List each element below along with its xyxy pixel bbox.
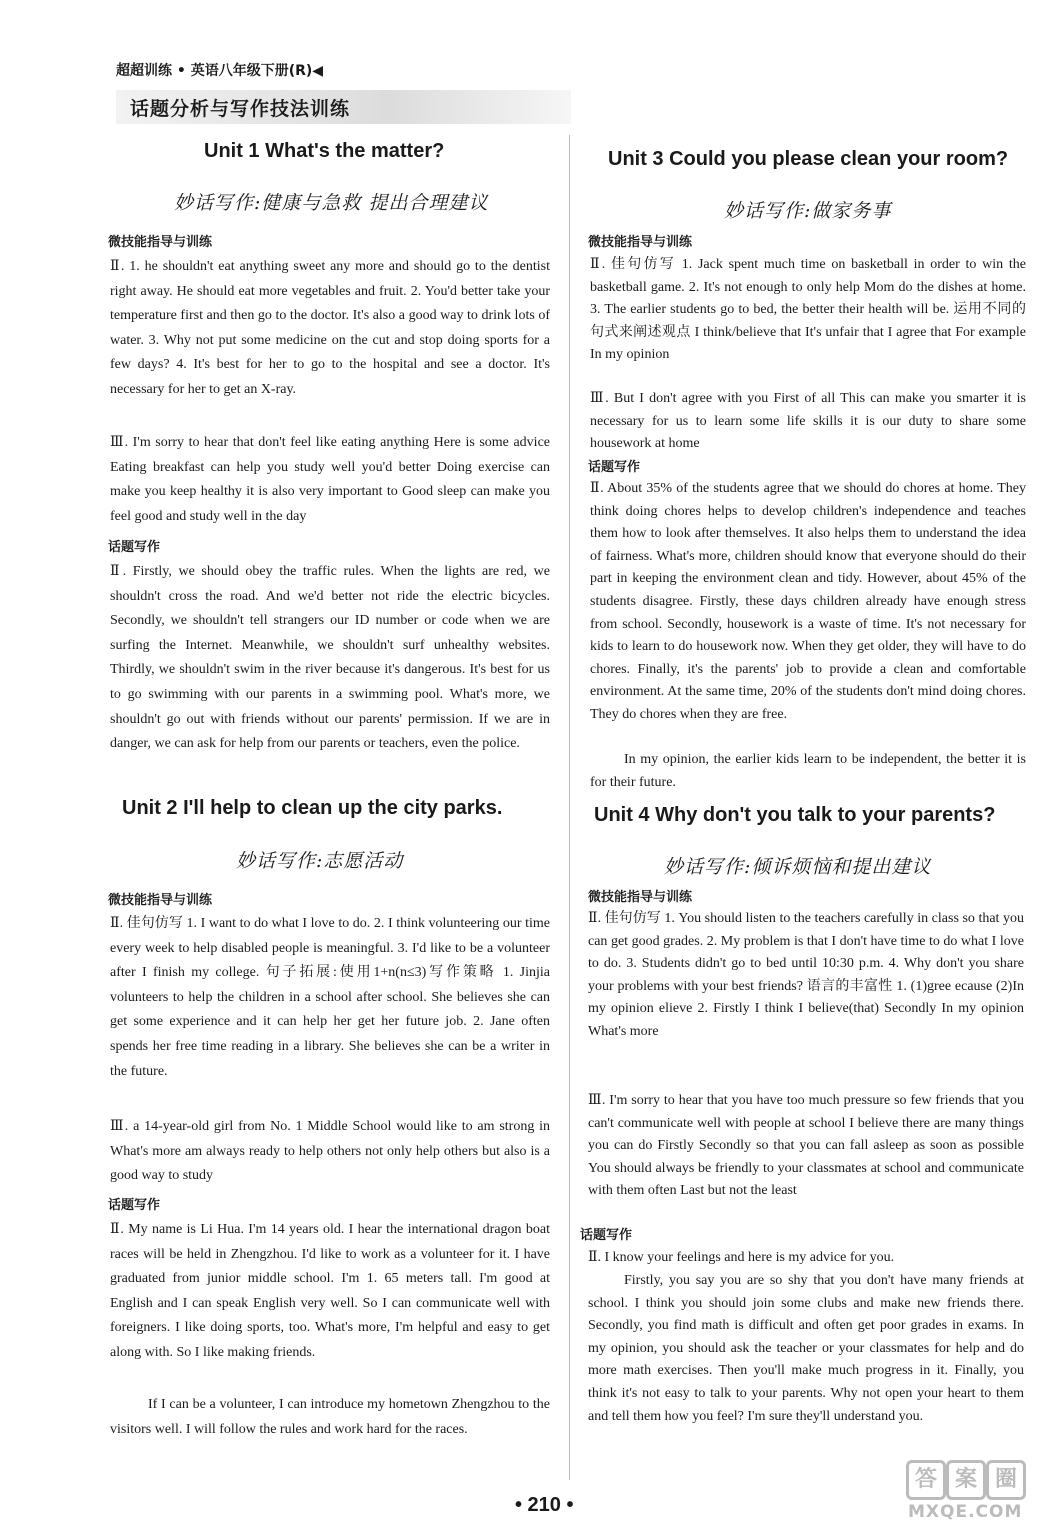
- unit1-subtitle: 妙话写作:健康与急救 提出合理建议: [174, 192, 489, 214]
- unit1-title: Unit 1 What's the matter?: [204, 140, 445, 162]
- watermark-char-2: 案: [946, 1460, 986, 1500]
- unit2-essay-p2: If I can be a volunteer, I can introduce my hometown Zhengzhou to the visitors well. I will follow the rules and work hard for the races.: [110, 1397, 550, 1437]
- unit1-writing-heading: 话题写作: [108, 540, 161, 555]
- unit2-subtitle: 妙话写作:志愿活动: [236, 850, 404, 872]
- unit4-exercise-3: Ⅲ. I'm sorry to hear that you have too much pressure so few friends that you can't communicate well with people at school I believe there are many things you can do Firstly Secondly so that you can fall asleep as soon as possible You should always be friendly to your classmates at school and communicate with them often Last but not the least: [588, 1093, 1024, 1199]
- unit3-exercise-3: Ⅲ. But I don't agree with you First of all This can make you smarter it is necessary for us to learn some life skills it is our duty to share some housework at home: [590, 391, 1026, 452]
- unit1-essay: Ⅱ. Firstly, we should obey the traffic rules. When the lights are red, we shouldn't cross the road. And we'd better not ride the electric bicycles. Secondly, we shouldn't tell strangers our ID number or code when we are surfing the Internet. Meanwhile, we shouldn't surf unhealthy websites. Thirdly, we shouldn't swim in the river because it's dangerous. It's best for us to go swimming with our parents in a swimming pool. What's more, we shouldn't go out with friends without our parents' permission. If we are in danger, we can ask for help from our parents or teachers, even the police.: [110, 564, 550, 752]
- unit4-subtitle: 妙话写作:倾诉烦恼和提出建议: [664, 856, 932, 878]
- unit4-essay-intro: Ⅱ. I know your feelings and here is my advice for you.: [588, 1250, 895, 1265]
- unit2-exercise-3: Ⅲ. a 14-year-old girl from No. 1 Middle School would like to am strong in What's more am always ready to help others not only help others but also is a good way to study: [110, 1119, 550, 1184]
- unit2-writing-heading: 话题写作: [108, 1198, 161, 1213]
- unit1-exercise-2: Ⅱ. 1. he shouldn't eat anything sweet any more and should go to the dentist right away. He should eat more vegetables and fruit. 2. You'd better take your temperature first and then go to the doctor. It's also a good way to drink lots of water. 3. Why not put some medicine on the cut and stop doing sports for a few days? 4. It's best for her to go to the hospital and see a doctor. It's necessary for her to get an X-ray.: [110, 259, 550, 397]
- running-title: 超超训练 • 英语八年级下册(R)◀: [116, 63, 324, 79]
- unit2-title: Unit 2 I'll help to clean up the city parks.: [122, 797, 503, 819]
- unit3-subtitle: 妙话写作:做家务事: [724, 200, 892, 222]
- watermark-url: MXQE.COM: [908, 1502, 1023, 1522]
- watermark-char-3: 圈: [986, 1460, 1026, 1500]
- unit3-essay-p2: In my opinion, the earlier kids learn to be independent, the better it is for their future.: [590, 752, 1026, 790]
- banner-title: 话题分析与写作技法训练: [130, 98, 351, 120]
- unit4-title: Unit 4 Why don't you talk to your parents?: [594, 804, 996, 826]
- unit2-essay-p1: Ⅱ. My name is Li Hua. I'm 14 years old. I hear the international dragon boat races will be held in Zhengzhou. I'd like to work as a volunteer for it. I have graduated from junior middle school. I'm 1. 65 meters tall. I'm good at English and I can speak English very well. So I can communicate well with foreigners. I like doing sports, too. What's more, I'm helpful and easy to get along with. So I like making friends.: [110, 1222, 550, 1360]
- unit3-title: Unit 3 Could you please clean your room?: [608, 148, 1009, 170]
- unit2-exercise-2: Ⅱ. 佳句仿写 1. I want to do what I love to do. 2. I think volunteering our time every week to help disabled people is meaningful. 3. I'd like to be a volunteer after I finish my college. 句子拓展:使用1+n(n≤3)写作策略 1. Jinjia volunteers to help the children in a school after school. She believes she can get some experience and it can help her get her future job. 2. Jane often spends her free time reading in a library. She believes she can be a writer in the future.: [110, 916, 550, 1079]
- column-divider: [569, 135, 570, 1480]
- unit3-essay-p1: Ⅱ. About 35% of the students agree that we should do chores at home. They think doing chores helps to develop children's independence and teaches them how to look after themselves. It also helps them to understand the idea of fairness. What's more, children should know that everyone should do their part in keeping the environment clean and tidy. However, about 45% of the students disagree. Firstly, these days children already have enough stress from school. Secondly, housework is a waste of time. It's not necessary for kids to learn to do housework now. When they get older, they will have to do chores. Finally, it's the parents' job to provide a clean and comfortable environment. At the same time, 20% of the students don't mind doing chores. They do chores when they are free.: [590, 481, 1026, 722]
- page-number: • 210 •: [515, 1494, 574, 1516]
- unit1-skill-heading: 微技能指导与训练: [108, 235, 213, 250]
- unit3-skill-heading: 微技能指导与训练: [588, 235, 693, 250]
- unit4-essay-p1: Firstly, you say you are so shy that you don't have many friends at school. I think you should join some clubs and make new friends there. Secondly, you find math is difficult and often get poor grades in exams. In my opinion, you should ask the teacher or your classmates for help and do more math exercises. Then you'll make much progress in it. Finally, you think it's not easy to talk to your parents. Why not open your heart to them and tell them how you feel? I'm sure they'll understand you.: [588, 1273, 1024, 1424]
- unit4-exercise-2: Ⅱ. 佳句仿写 1. You should listen to the teachers carefully in class so that you can get good grades. 2. My problem is that I don't have time to do what I love to do. 3. Students didn't go to bed until 10:30 p.m. 4. Why don't you share your problems with your best friends? 语言的丰富性 1. (1)gree ecause (2)In my opinion elieve 2. Firstly I think I believe(that) Secondly In my opinion What's more: [588, 911, 1024, 1039]
- unit4-skill-heading: 微技能指导与训练: [588, 890, 693, 905]
- section-banner: [116, 90, 571, 124]
- unit2-skill-heading: 微技能指导与训练: [108, 893, 213, 908]
- unit1-exercise-3: Ⅲ. I'm sorry to hear that don't feel like eating anything Here is some advice Eating breakfast can help you study well you'd better Doing exercise can make you keep healthy it is also very important to Good sleep can make you feel good and study well in the day: [110, 435, 550, 524]
- unit3-exercise-2: Ⅱ. 佳句仿写 1. Jack spent much time on basketball in order to win the basketball game. 2. It's not enough to only help Mom do the dishes at home. 3. The earlier students go to bed, the better their health will be. 运用不同的句式来阐述观点 I think/believe that It's unfair that I agree that For example In my opinion: [590, 257, 1026, 363]
- unit4-writing-heading: 话题写作: [580, 1228, 633, 1243]
- watermark: [906, 1460, 1026, 1522]
- watermark-char-1: 答: [906, 1460, 946, 1500]
- unit3-writing-heading: 话题写作: [588, 460, 641, 475]
